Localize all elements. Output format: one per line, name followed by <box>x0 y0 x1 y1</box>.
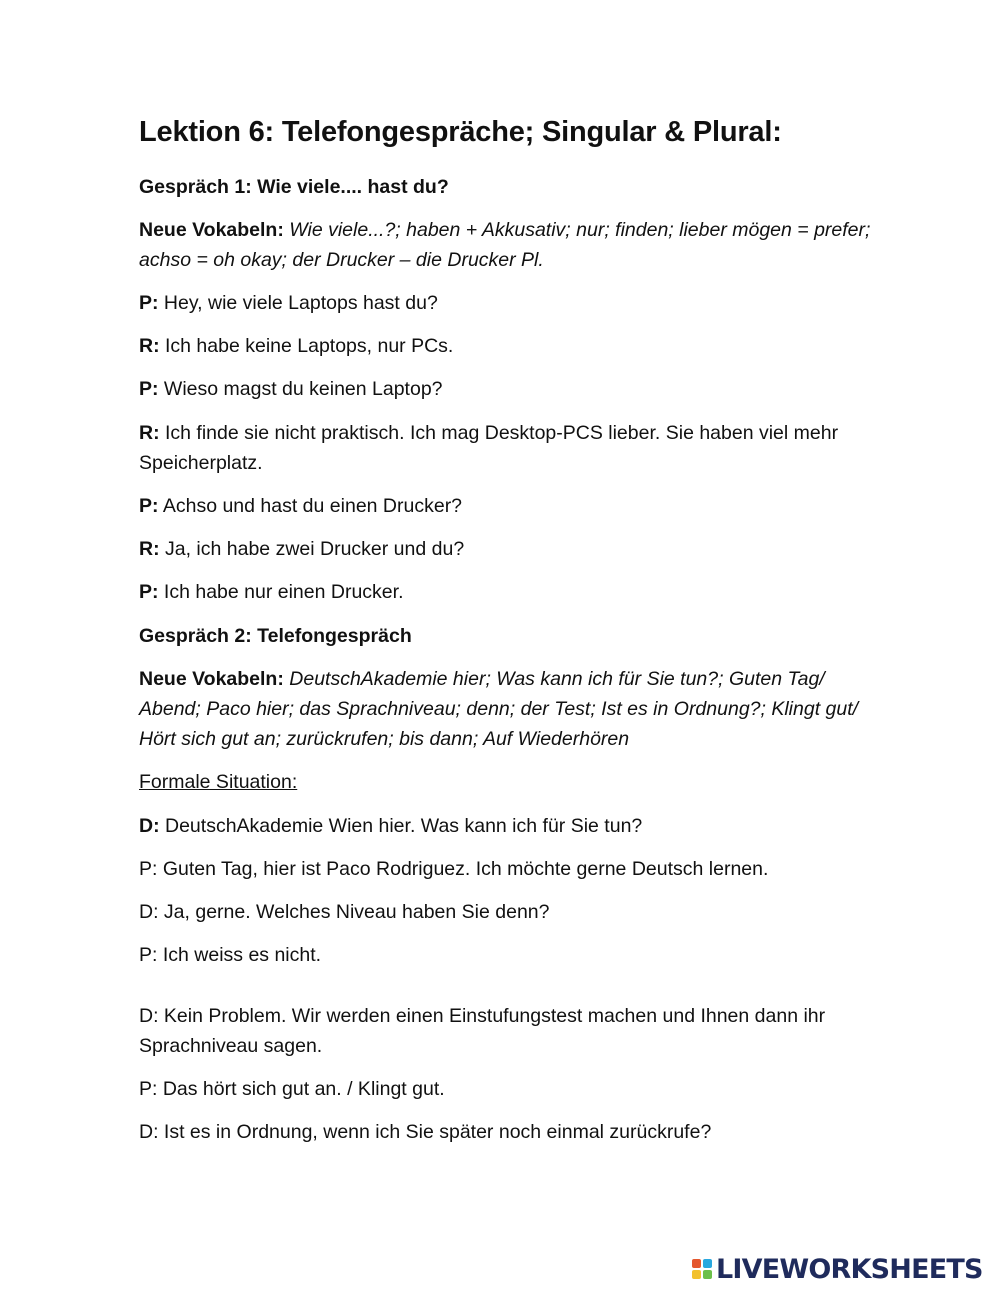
conversation-2-vocab <box>139 664 879 754</box>
conversation-2-heading-text: Gespräch 2: Telefongespräch <box>139 625 412 647</box>
liveworksheets-logo <box>692 1253 983 1285</box>
conversation-1-vocab <box>139 215 879 275</box>
speaker: R: <box>139 422 160 444</box>
dialogue-line: P: Ich weiss es nicht. <box>139 944 322 966</box>
line-text: Ich habe nur einen Drucker. <box>163 581 404 603</box>
speaker: D: <box>139 815 160 837</box>
speaker: P: <box>139 292 159 314</box>
speaker: R: <box>139 538 160 560</box>
liveworksheets-logo-icon <box>692 1259 712 1279</box>
speaker: R: <box>139 335 160 357</box>
dialogue-line <box>139 534 879 564</box>
dialogue-line <box>139 811 879 841</box>
vocab-label: Neue Vokabeln: <box>139 668 284 690</box>
dialogue-line <box>139 491 879 521</box>
line-text: Hey, wie viele Laptops hast du? <box>163 292 438 314</box>
conversation-1-heading-text: Gespräch 1: Wie viele.... hast du? <box>139 176 449 198</box>
line-text: Ich finde sie nicht praktisch. Ich mag Desktop-PCS lieber. Sie haben viel mehr Speicherplatz. <box>139 422 839 474</box>
dialogue-line <box>139 418 879 478</box>
dialogue-line: P: Guten Tag, hier ist Paco Rodriguez. Ich möchte gerne Deutsch lernen. <box>139 858 769 880</box>
speaker: P: <box>139 581 159 603</box>
dialogue-line <box>139 331 879 361</box>
line-text: DeutschAkademie Wien hier. Was kann ich für Sie tun? <box>165 815 643 837</box>
speaker: P: <box>139 495 159 517</box>
line-text: Wieso magst du keinen Laptop? <box>163 378 443 400</box>
dialogue-line <box>139 577 879 607</box>
speaker: P: <box>139 378 159 400</box>
vocab-text: DeutschAkademie hier; Was kann ich für Sie tun?; Guten Tag/ Abend; Paco hier; das Sprachniveau; denn; der Test; Ist es in Ordnung?; Klingt gut/ Hört sich gut an; zurückrufen; bis dann; Auf Wiederhören <box>139 668 859 750</box>
conversation-2-heading <box>139 621 879 651</box>
line-text: Ich habe keine Laptops, nur PCs. <box>165 335 454 357</box>
line-text: Ja, ich habe zwei Drucker und du? <box>165 538 465 560</box>
page-title: Lektion 6: Telefongespräche; Singular & Plural: <box>139 116 782 148</box>
dialogue-line <box>139 288 879 318</box>
conversation-1-heading <box>139 172 879 202</box>
vocab-text: Wie viele...?; haben + Akkusativ; nur; finden; lieber mögen = prefer; achso = oh okay; der Drucker – die Drucker Pl. <box>139 219 871 271</box>
dialogue-line: D: Ja, gerne. Welches Niveau haben Sie denn? <box>139 901 550 923</box>
vocab-label: Neue Vokabeln: <box>139 219 284 241</box>
dialogue-line: D: Ist es in Ordnung, wenn ich Sie später noch einmal zurückrufe? <box>139 1121 712 1143</box>
dialogue-line: D: Kein Problem. Wir werden einen Einstufungstest machen und Ihnen dann ihr Sprachniveau sagen. <box>139 1005 826 1057</box>
logo-text: LIVEWORKSHEETS <box>716 1253 983 1285</box>
formal-situation-subheading <box>139 767 879 797</box>
dialogue-line <box>139 374 879 404</box>
dialogue-line: P: Das hört sich gut an. / Klingt gut. <box>139 1078 445 1100</box>
subheading-text: Formale Situation: <box>139 771 298 793</box>
line-text: Achso und hast du einen Drucker? <box>162 495 463 517</box>
